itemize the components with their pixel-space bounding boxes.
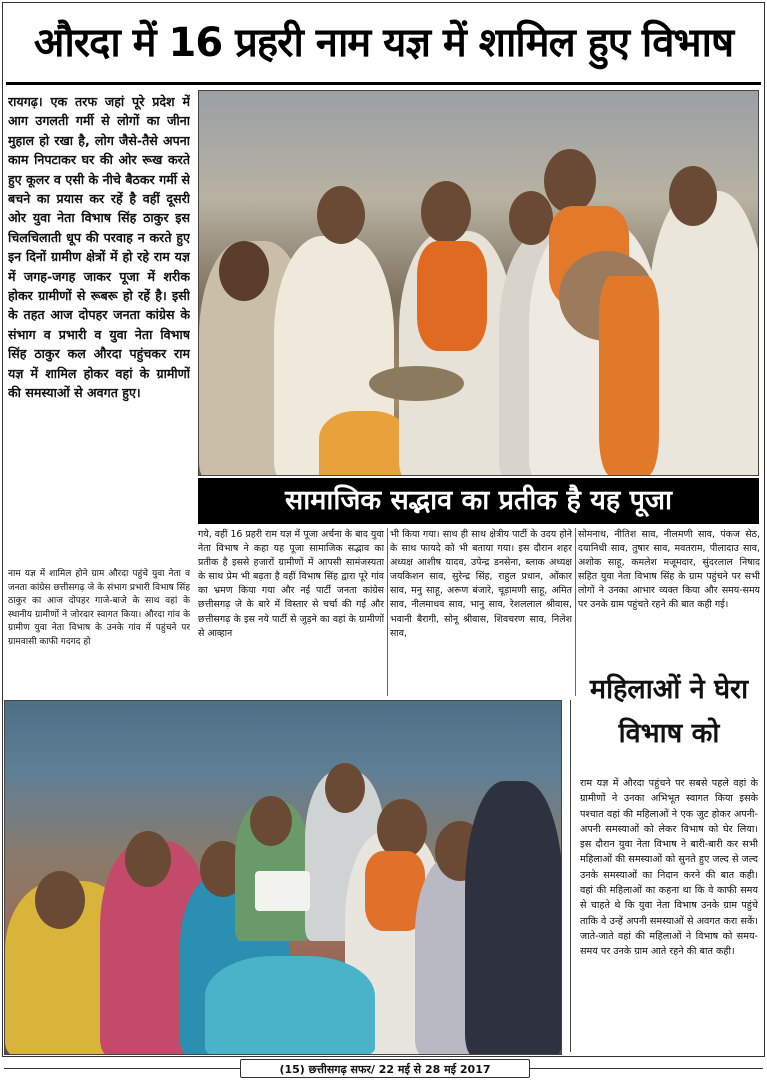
column-divider [387,528,388,696]
sidebar-divider [570,700,571,1052]
page-footer: (15) छत्तीसगढ़ सफर/ 22 मई से 28 मई 2017 [240,1059,530,1078]
headline-rule [6,82,761,85]
subheading-banner: सामाजिक सद्भाव का प्रतीक है यह पूजा [198,478,759,524]
article-column-2: भी किया गया। साथ ही साथ क्षेत्रीय पार्टी के उदय होने के साथ फायदे को भी बताया गया। इस दौरान शहर अध्यक्ष आशीष यादव, उपेन्द्र डनसेना, ब्लाक अध्यक्ष जयकिशन साव, सुरेन्द्र सिंह, राहुल प्रधान, ओंकार साव, मनु साहू, अरूण बंजारे, चूड़ामणी साहू, अमित साव, नीलमाधव साव, भानु साव, रेशललाल श्रीवास, भवानी बैरागी, सोनू श्रीवास, शिवचरण साव, निलेश साव, [390,529,572,639]
ceremony-photo [198,90,759,476]
sidebar-heading: महिलाओं ने घेरा विभाष को [589,674,749,749]
article-column-3: सोमनाथ, नीतिश साव, नीलमणी साव, पंकज सेठ, दयानिधी साव, तुषार साव, मवतराम, पीलादाउ साव, अशोक साहू, कमलेश मजूमदार, सुंदरलाल निषाद सहित युवा नेता विभाष सिंह के ग्राम पहुंचने पर सभी लोगों ने उनका आभार व्यक्त किया और समय-समय पर उनके ग्राम पहुंचते रहने की बात कही गई। [578,529,760,611]
article-column-1: गये, वहीं 16 प्रहरी राम यज्ञ में पूजा अर्चना के बाद युवा नेता विभाष ने कहा यह पूजा सामाजिक सद्भाव का प्रतीक है इससे हजारों ग्रामीणों में आपसी सामंजस्यता के साथ प्रेम भी बढ़ता है वहीं विभाष सिंह द्वारा पूरे गांव का भ्रमण किया गया और नई पार्टी जनता कांग्रेस छत्तीसगढ़ जे के बारे में विस्तार से चर्चा की गई और छत्तीसगढ़ के इस नये पार्टी से जुड़ने का वहां के ग्रामीणों से आव्हान [198,529,384,639]
intro-paragraph: रायगढ़। एक तरफ जहां पूरे प्रदेश में आग उगलती गर्मी से लोगों का जीना मुहाल हो रखा है, लोग जैसे-तैसे अपना काम निपटाकर घर की ओर रूख करते हुए कूलर व एसी के नीचे बैठकर गर्मी से बचने का प्रयास कर रहें है वहीं दूसरी ओर युवा नेता विभाष सिंह ठाकुर इस चिलचिलाती धूप की परवाह न करते हुए इन दिनों ग्रामीण क्षेत्रों में हो रहे राम यज्ञ में जगह-जगह जाकर पूजा में शरीक होकर ग्रामीणों से रूबरू हो रहें है। इसी के तहत आज दोपहर जनता कांग्रेस के संभाग व प्रभारी व युवा नेता विभाष सिंह ठाकुर कल औरदा पहुंचकर राम यज्ञ में शामिल होकर वहां के ग्रामीणों की समस्याओं से अवगत हुए। [8,94,190,401]
intro-continuation: नाम यज्ञ में शामिल होने ग्राम औरदा पहुंचे युवा नेता व जनता कांग्रेस छत्तीसगढ़ जे के संभाग प्रभारी विभाष सिंह ठाकुर का आज दोपहर गाजे-बाजे के साथ वहां के स्थानीय ग्रामीणों ने जोरदार स्वागत किया। औरदा गांव के ग्रामीण युवा नेता विभाष के उनके गांव में पहुंचने पर ग्रामवासी काफी गदगद हो [8,569,190,647]
women-gathering-photo [4,700,562,1055]
headline: औरदा में 16 प्रहरी नाम यज्ञ में शामिल हुए विभाष [33,20,734,66]
sidebar-paragraph: राम यज्ञ में औरदा पहुंचने पर सबसे पहले वहां के ग्रामीणों ने उनका अभिभूत स्वागत किया इसके पश्चात वहां की महिलाओं ने एक जुट होकर अपनी-अपनी समस्याओं को लेकर विभाष को घेर लिया। इस दौरान युवा नेता विभाष ने बारी-बारी कर सभी महिलाओं की समस्याओं को सुनते हुए जल्द से जल्द उनके समस्याओं का निदान करने की बात कही। वहां की महिलाओं का कहना था कि वे काफी समय से चाहते थे कि युवा नेता विभाष उनके ग्राम पहुंचे ताकि वे उन्हें अपनी समस्याओं से अवगत करा सकें। जाते-जाते वहां की महिलाओं ने विभाष को समय-समय पर उनके ग्राम आते रहने की बात कही। [580,778,758,958]
column-divider [575,528,576,696]
